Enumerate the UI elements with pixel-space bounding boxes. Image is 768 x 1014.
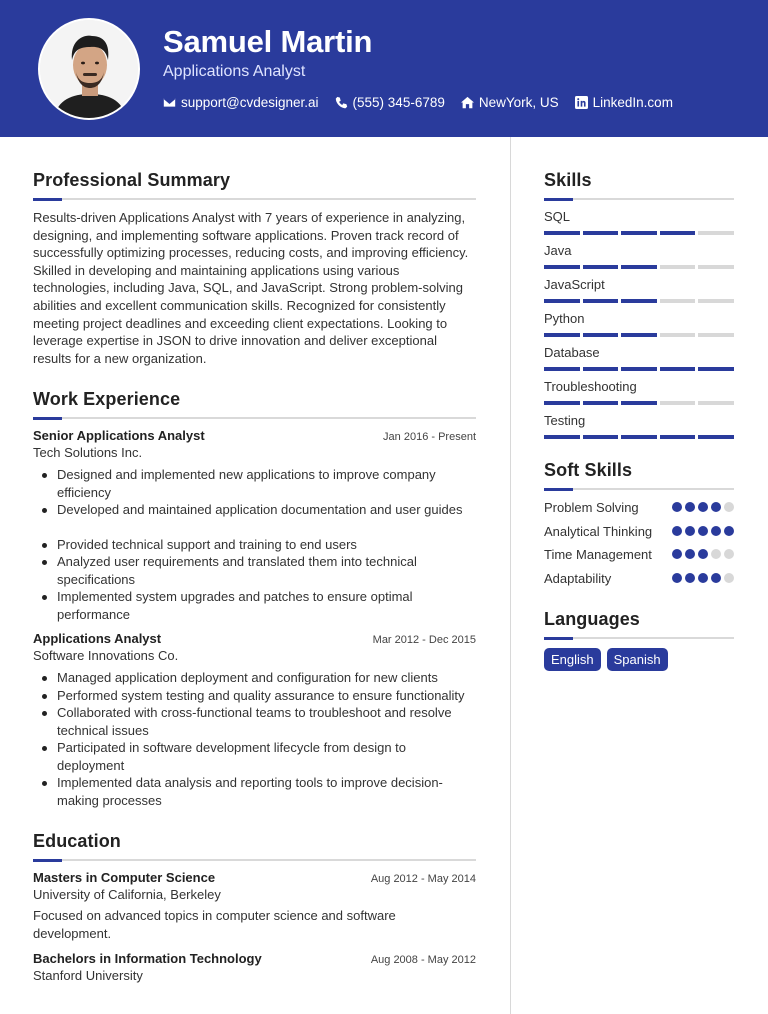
list-item: Developed and maintained application documentation and user guides (57, 501, 476, 519)
phone-icon (335, 96, 348, 109)
skill-name: Java (544, 243, 572, 258)
skill-level-segment (660, 265, 696, 269)
education-date: Aug 2008 - May 2012 (370, 954, 476, 967)
soft-skills-section (544, 460, 734, 587)
skill-level-segment (583, 265, 619, 269)
skill-item (544, 311, 734, 337)
skill-level-bar (544, 435, 734, 439)
skills-heading: Skills (544, 170, 592, 190)
job-company: Software Innovations Co. (33, 648, 179, 664)
experience-section (33, 389, 476, 809)
home-icon (461, 96, 474, 109)
skill-item (544, 209, 734, 235)
job-date: Jan 2016 - Present (383, 431, 476, 444)
education-heading: Education (33, 831, 121, 852)
contact-phone-text: (555) 345-6789 (352, 95, 445, 110)
skill-level-segment (544, 299, 580, 303)
column-divider (510, 137, 511, 1014)
education-section (33, 831, 476, 983)
language-badge: Spanish (607, 648, 668, 671)
skill-name: SQL (544, 209, 571, 224)
skill-name: Troubleshooting (544, 379, 637, 394)
rating-dot (685, 526, 695, 536)
skill-level-segment (698, 367, 734, 371)
skill-level-segment (544, 333, 580, 337)
languages-section (544, 609, 734, 671)
skill-level-segment (544, 231, 580, 235)
job-entry (33, 428, 476, 623)
skill-level-segment (621, 333, 657, 337)
rating-dot (672, 502, 682, 512)
summary-text: Results-driven Applications Analyst with 7 years of experience in analyzing, designing, and implementing software applications. Proven track record of successfully optimizing processes, reducing costs, and improving efficiency. Skilled in developing and maintaining applications using various technologies, including Java, SQL, and JavaScript. Strong problem-solving abilities and excellent communication skills. Recognized for consistently meeting project deadlines and exceeding client expectations. Looking to leverage expertise in JSON to drive innovation and deliver exceptional results for a new organization. (33, 210, 469, 366)
skill-name: JavaScript (544, 277, 605, 292)
contact-linkedin[interactable] (575, 95, 673, 110)
rating-dot (711, 573, 721, 583)
list-item: Managed application deployment and configuration for new clients (57, 669, 476, 687)
list-item: Provided technical support and training to end users (57, 536, 476, 554)
list-item: Implemented data analysis and reporting tools to improve decision-making processes (57, 774, 476, 809)
summary-heading: Professional Summary (33, 170, 231, 190)
section-divider (33, 417, 476, 419)
list-item: Participated in software development lifecycle from design to deployment (57, 739, 476, 774)
job-bullets (33, 466, 476, 519)
rating-dot (672, 549, 682, 559)
list-item: Analyzed user requirements and translated them into technical specifications (57, 553, 476, 588)
linkedin-icon (575, 96, 588, 109)
skill-level-segment (621, 401, 657, 405)
soft-skill-item (544, 570, 734, 588)
rating-dot (711, 502, 721, 512)
rating-dot (724, 549, 734, 559)
skill-level-segment (698, 231, 734, 235)
list-item: Designed and implemented new applications to improve company efficiency (57, 466, 476, 501)
list-item: Performed system testing and quality assurance to ensure functionality (57, 687, 476, 705)
resume-header (0, 0, 768, 137)
section-divider (33, 859, 476, 861)
skill-level-segment (698, 265, 734, 269)
skill-item (544, 277, 734, 303)
skill-level-segment (660, 401, 696, 405)
soft-skills-list (544, 499, 734, 587)
candidate-title: Applications Analyst (163, 63, 306, 80)
skill-level-segment (698, 435, 734, 439)
soft-skill-rating (672, 523, 734, 536)
soft-skill-name: Analytical Thinking (544, 523, 653, 539)
skill-level-bar (544, 265, 734, 269)
skill-level-segment (621, 299, 657, 303)
job-bullets (33, 536, 476, 624)
skill-item (544, 345, 734, 371)
soft-skill-rating (672, 499, 734, 512)
section-divider (544, 488, 734, 490)
contact-email-text: support@cvdesigner.ai (181, 95, 319, 110)
education-entry (33, 951, 476, 983)
candidate-name: Samuel Martin (163, 24, 373, 59)
education-entry (33, 870, 476, 942)
school-name: University of California, Berkeley (33, 887, 221, 903)
skill-level-bar (544, 333, 734, 337)
contact-phone[interactable] (335, 95, 445, 110)
rating-dot (685, 502, 695, 512)
skill-level-segment (583, 435, 619, 439)
job-entry (33, 631, 476, 809)
rating-dot (698, 573, 708, 583)
soft-skill-item (544, 546, 734, 564)
soft-skill-name: Problem Solving (544, 500, 639, 515)
skill-level-segment (660, 435, 696, 439)
degree-title: Bachelors in Information Technology (33, 951, 262, 967)
rating-dot (724, 526, 734, 536)
skill-level-bar (544, 231, 734, 235)
contact-location-text: NewYork, US (478, 95, 559, 110)
job-title: Senior Applications Analyst (33, 428, 205, 444)
contact-linkedin-text: LinkedIn.com (592, 95, 673, 110)
skill-item (544, 413, 734, 439)
job-bullets (33, 669, 476, 809)
skills-list (544, 209, 734, 439)
rating-dot (685, 573, 695, 583)
rating-dot (672, 573, 682, 583)
list-item: Implemented system upgrades and patches to ensure optimal performance (57, 588, 476, 623)
skill-level-segment (544, 367, 580, 371)
rating-dot (724, 573, 734, 583)
rating-dot (698, 549, 708, 559)
skill-name: Testing (544, 413, 586, 428)
skill-item (544, 379, 734, 405)
job-title: Applications Analyst (33, 631, 162, 647)
soft-skill-name: Time Management (544, 547, 652, 562)
education-description: Focused on advanced topics in computer science and software development. (33, 908, 396, 941)
school-name: Stanford University (33, 968, 143, 984)
skill-level-segment (660, 367, 696, 371)
skill-name: Database (544, 345, 600, 360)
soft-skill-name: Adaptability (544, 570, 612, 586)
contact-bar (163, 95, 673, 110)
envelope-icon (163, 96, 176, 109)
section-divider (544, 637, 734, 639)
skill-level-segment (660, 231, 696, 235)
skills-section (544, 170, 734, 439)
skill-level-segment (698, 299, 734, 303)
list-item: Collaborated with cross-functional teams to troubleshoot and resolve technical issues (57, 704, 476, 739)
skill-name: Python (544, 311, 585, 326)
section-divider (33, 198, 476, 200)
contact-email[interactable] (163, 95, 319, 110)
rating-dot (685, 549, 695, 559)
skill-level-segment (544, 265, 580, 269)
section-divider (544, 198, 734, 200)
skill-level-segment (583, 299, 619, 303)
rating-dot (672, 526, 682, 536)
rating-dot (711, 526, 721, 536)
skill-level-segment (698, 333, 734, 337)
education-date: Aug 2012 - May 2014 (370, 873, 476, 886)
skill-level-bar (544, 401, 734, 405)
job-date: Mar 2012 - Dec 2015 (372, 634, 476, 647)
skill-item (544, 243, 734, 269)
skill-level-segment (660, 299, 696, 303)
soft-skills-heading: Soft Skills (544, 460, 633, 480)
skill-level-segment (544, 401, 580, 405)
soft-skill-rating (672, 570, 734, 583)
sidebar-column (544, 170, 734, 671)
skill-level-segment (660, 333, 696, 337)
soft-skill-item (544, 499, 734, 517)
skill-level-segment (583, 401, 619, 405)
skill-level-segment (621, 367, 657, 371)
languages-heading: Languages (544, 609, 640, 629)
rating-dot (698, 502, 708, 512)
rating-dot (698, 526, 708, 536)
skill-level-segment (583, 367, 619, 371)
skill-level-segment (621, 435, 657, 439)
skill-level-segment (544, 435, 580, 439)
job-company: Tech Solutions Inc. (33, 445, 143, 461)
experience-heading: Work Experience (33, 389, 181, 410)
languages-list (544, 648, 734, 671)
language-badge: English (544, 648, 601, 671)
skill-level-segment (621, 231, 657, 235)
rating-dot (711, 549, 721, 559)
summary-section (33, 170, 476, 367)
skill-level-bar (544, 299, 734, 303)
rating-dot (724, 502, 734, 512)
contact-location (461, 95, 559, 110)
main-column (33, 170, 476, 983)
skill-level-segment (621, 265, 657, 269)
skill-level-segment (698, 401, 734, 405)
skill-level-segment (583, 333, 619, 337)
skill-level-bar (544, 367, 734, 371)
degree-title: Masters in Computer Science (33, 870, 216, 886)
avatar (38, 18, 140, 120)
person-photo-icon (40, 20, 140, 120)
soft-skill-item (544, 523, 734, 541)
skill-level-segment (583, 231, 619, 235)
soft-skill-rating (672, 546, 734, 559)
